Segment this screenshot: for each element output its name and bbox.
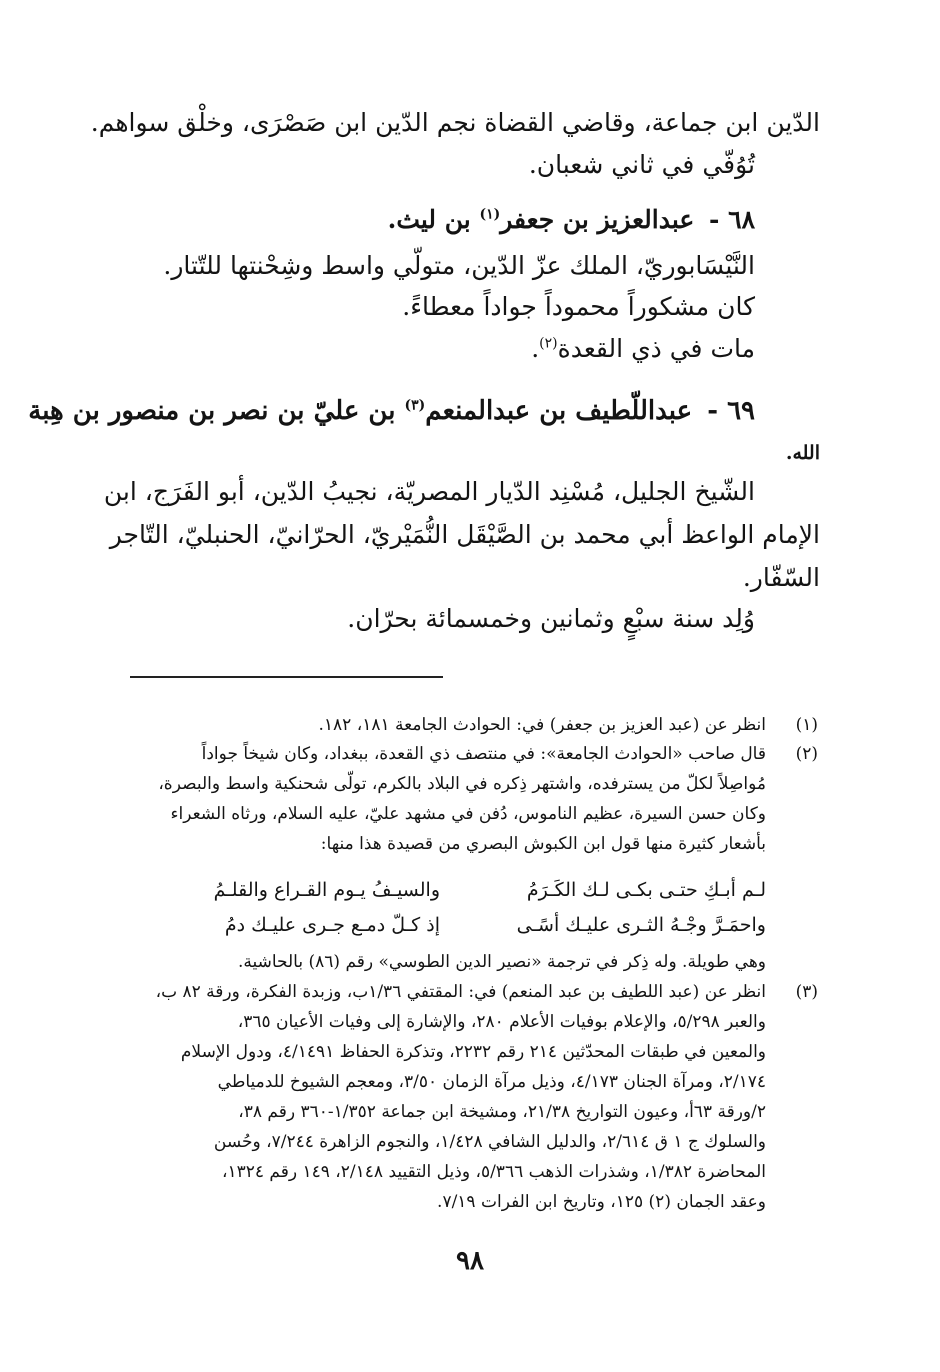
body-line-6-end: . [531,334,540,363]
entry-68-rest: بن ليث. [387,205,471,234]
footnote-3-number: (٣) [795,982,818,1002]
page-number: ٩٨ [456,1246,484,1276]
footnote-separator [130,676,443,678]
footnote-3-line-4: ٢/١٧٤، ومرآة الجنان ٤/١٧٣، وذيل مرآة الزمان ٣/٥٠، ومعجم الشيوخ للدمياطي [217,1072,766,1092]
footnote-ref-3: (٣) [404,397,426,414]
verse-1-second-hemistich: والسيـفُ يـوم القـراع والقلـمُ [213,879,440,901]
footnote-3-line-6: والسلوك ج ١ ق ٢/٦١٤، والدليل الشافي ١/٤٢٨، والنجوم الزاهرة ٧/٢٤٤، وحُسن [213,1132,766,1152]
footnote-2-line-5: وهي طويلة. وله ذِكر في ترجمة «نصير الدين الطوسي» رقم (٨٦) بالحاشية. [237,952,766,972]
entry-69-name: عبداللّطيف بن عبدالمنعم [425,396,693,426]
entry-69-rest: بن عليّ بن نصر بن منصور بن هِبة [28,396,396,426]
footnote-3-line-2: والعبر ٥/٢٩٨، والإعلام بوفيات الأعلام ٢٨٠، والإشارة إلى وفيات الأعيان ٣٦٥، [237,1012,766,1032]
footnote-2-line-4: بأشعار كثيرة منها قول ابن الكبوش البصري من قصيدة هذا منها: [320,834,766,854]
body-line-6 [531,332,755,366]
entry-68-heading [388,203,755,237]
body-line-6-text: مات في ذي القعدة [557,334,755,363]
verse-1-first-hemistich: لـم أبـكِ حتـى بكـى لـك الكَـرَمُ [526,879,766,901]
footnote-ref-1: (١) [479,206,501,223]
footnote-1-text: انظر عن (عبد العزيز بن جعفر) في: الحوادث الجامعة ١٨١، ١٨٢. [318,715,766,735]
verse-2-second-hemistich: إذ كـلّ دمـع جـرى عليـك دمُ [224,914,440,936]
footnote-2-number: (٢) [795,744,818,764]
footnote-3-line-3: والمعين في طبقات المحدّثين ٢١٤ رقم ٢٢٣٢، وتذكرة الحفاظ ٤/١٤٩١، ودول الإسلام [180,1042,766,1062]
body-line-10: الإمام الواعظ أبي محمد بن الصَّيْقَل النُّمَيْريّ، الحرّانيّ، الحنبليّ، التّاجر [109,520,820,549]
entry-68-number: ٦٨ - [709,205,755,234]
entry-69-continuation: الله. [785,442,820,464]
verse-2-first-hemistich: واحمَـرَّ وجْـهُ الثـرى عليـك أسًـى [516,914,766,936]
body-line-5: كان مشكوراً محموداً جواداً معطاءً. [402,292,755,321]
body-line-11: السّفّار. [742,563,820,592]
footnote-2-line-1: قال صاحب «الحوادث الجامعة»: في منتصف ذي القعدة، ببغداد، وكان شيخاً جواداً [201,744,766,764]
body-line-9: الشّيخ الجليل، مُسْنِد الدّيار المصريّة، نجيبُ الدّين، أبو الفَرَج، ابن [103,477,755,506]
body-line-1: الدّين ابن جماعة، وقاضي القضاة نجم الدّين ابن صَصْرَى، وخلْق سواهم. [90,108,820,137]
footnote-3-line-7: المحاضرة ١/٣٨٢، وشذرات الذهب ٥/٣٦٦، وذيل التقييد ٢/١٤٨، ١٤٩ رقم ١٣٢٤، [221,1162,766,1182]
footnote-2-line-3: وكان حسن السيرة، عظيم الناموس، دُفن في مشهد عليّ، عليه السلام، ورثاه الشعراء [170,804,766,824]
footnote-ref-2: (٢) [539,335,558,352]
footnote-1-number: (١) [795,715,818,735]
body-line-2: تُوُفّي في ثاني شعبان. [528,150,755,179]
entry-69-heading [28,394,755,428]
footnote-3-line-1: انظر عن (عبد اللطيف بن عبد المنعم) في: المقتفي ١/٣٦ب، وزبدة الفكرة، ورقة ٨٢ ب، [155,982,766,1002]
body-line-4: النَّيْسَابوريّ، الملك عزّ الدّين، متولّي واسط وشِحْنتها للتّتار. [163,251,755,280]
entry-69-number: ٦٩ - [707,396,755,426]
footnote-2-line-2: مُواصِلاً لكلّ من يسترفده، واشتهر ذِكره في البلاد بالكرم، تولّى شحنكية واسط والبصرة، [158,774,766,794]
entry-68-name: عبدالعزيز بن جعفر [500,205,695,234]
footnote-3-line-8: وعقد الجمان (٢) ١٢٥، وتاريخ ابن الفرات ٧/١٩. [437,1192,766,1212]
footnote-3-line-5: ٢/ورقة ٦٣أ، وعيون التواريخ ٢١/٣٨، ومشيخة ابن جماعة ١/٣٥٢-٣٦٠ رقم ٣٨، [238,1102,766,1122]
body-line-12: وُلِد سنة سبْعٍ وثمانين وخمسمائة بحرّان. [347,604,755,633]
